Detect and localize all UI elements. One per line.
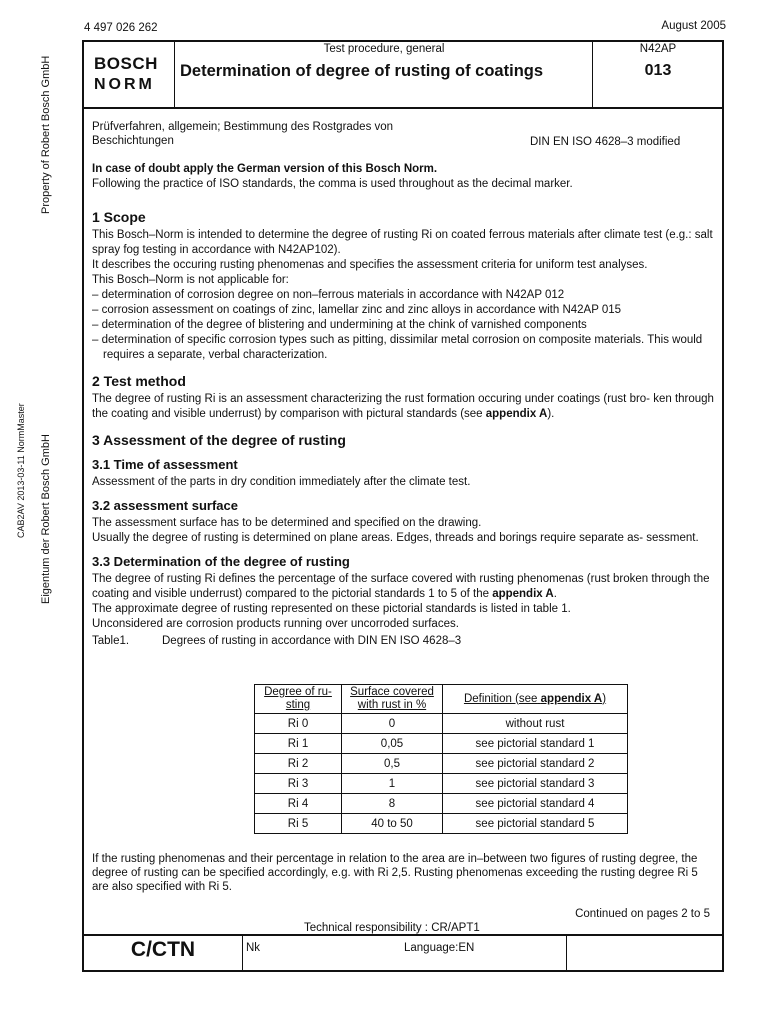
time-p1: Assessment of the parts in dry condition immediately after the climate test. [92,476,471,488]
header-category: Test procedure, general [323,43,445,55]
table-row: Ri 3 1 see pictorial standard 3 [255,774,628,794]
scope-item: – determination of the degree of blistering and undermining at the chink of varnished components [92,319,587,331]
norm-logo: NORM [94,76,155,93]
side-cab-text: CAB2AV 2013-03-11 NormMaster [16,403,26,538]
department-code: C/CTN [130,938,196,961]
document-frame [82,40,724,972]
scope-item: – determination of specific corrosion types such as pitting, dissimilar metal corrosion on composite materials. This would requires a separate, verbal characterization. [92,334,703,361]
nk-field: Nk [246,942,261,954]
intro-note: Following the practice of ISO standards, the comma is used throughout as the decimal marker. [92,178,573,190]
side-property-text: Property of Robert Bosch GmbH [40,55,52,214]
appendix-ref: appendix A [485,408,548,420]
closing-paragraph: If the rusting phenomenas and their percentage in relation to the area are in–between two figures of rusting degree, the degree of rusting can be specified accordingly, e.g. with Ri 2,5. Rusting phenomenas exceeding the rusting degree Ri 5 are also specified with Ri 5. [92,853,698,893]
table-row: Ri 0 0 without rust [255,714,628,734]
table-row: Ri 5 40 to 50 see pictorial standard 5 [255,814,628,834]
continued-note: Continued on pages 2 to 5 [575,908,710,920]
surface-p1: The assessment surface has to be determined and specified on the drawing. [92,517,482,529]
german-subtitle: Prüfverfahren, allgemein; Bestimmung des Rostgrades von Beschichtungen [92,121,394,147]
determination-p1: The degree of rusting Ri defines the percentage of the surface covered with rusting phenomenas (rust broken through the coating and visible underrust) compared to the pictorial standards 1 to 5 of the appendix A. [92,573,710,600]
assessment-heading: 3 Assessment of the degree of rusting [92,432,346,448]
table-row: Ri 4 8 see pictorial standard 4 [255,794,628,814]
scope-item: – determination of corrosion degree on non–ferrous materials in accordance with N42AP 012 [92,289,565,301]
test-method-p1: The degree of rusting Ri is an assessment characterizing the rust formation occuring under coatings (rust bro- ken through the coating and visible underrust) by comparison with pictural standards (see appendix A). [92,393,714,420]
test-method-heading: 2 Test method [92,373,186,389]
table-header: Surface covered with rust in % [342,685,443,714]
determination-p3: Unconsidered are corrosion products running over uncorroded surfaces. [92,618,459,630]
table-row: Ri 2 0,5 see pictorial standard 2 [255,754,628,774]
table-header: Degree of ru- sting [255,685,342,714]
norm-number: 013 [644,62,672,79]
technical-responsibility: Technical responsibility : CR/APT1 [304,922,480,934]
norm-code: N42AP [639,43,677,55]
table-header: Definition (see appendix A) [443,685,628,714]
header-row [84,42,722,109]
time-heading: 3.1 Time of assessment [92,457,238,472]
scope-p1: This Bosch–Norm is intended to determine the degree of rusting Ri on coated ferrous materials after climate test (e.g.: salt spray fog testing in accordance with N42AP102). [92,229,713,256]
rusting-table [254,684,628,834]
table-row: Ri 1 0,05 see pictorial standard 1 [255,734,628,754]
bosch-logo: BOSCH [94,54,158,73]
surface-p2: Usually the degree of rusting is determined on plane areas. Edges, threads and borings require separate as- sessment. [92,532,699,544]
determination-p2: The approximate degree of rusting represented on these pictorial standards is listed in table 1. [92,603,571,615]
surface-heading: 3.2 assessment surface [92,498,238,513]
document-number: 4 497 026 262 [84,22,158,34]
page-title: Determination of degree of rusting of coatings [180,62,544,80]
scope-item: – corrosion assessment on coatings of zinc, lamellar zinc and zinc alloys in accordance with N42AP 015 [92,304,622,316]
document-date: August 2005 [661,20,726,32]
footer-row [84,934,722,970]
scope-p2: It describes the occuring rusting phenomenas and specifies the assessment criteria for uniform test analyses. [92,259,648,271]
side-eigentum-text: Eigentum der Robert Bosch GmbH [40,434,52,604]
determination-heading: 3.3 Determination of the degree of rusting [92,554,350,569]
main-content [92,162,716,649]
language-field: Language:EN [404,942,475,954]
din-reference: DIN EN ISO 4628–3 modified [530,136,681,148]
scope-p3: This Bosch–Norm is not applicable for: [92,274,289,286]
appendix-ref: appendix A [492,588,554,600]
table-caption: Table1. Degrees of rusting in accordance with DIN EN ISO 4628–3 [92,635,462,647]
scope-heading: 1 Scope [92,209,146,225]
intro-bold: In case of doubt apply the German version of this Bosch Norm. [92,163,438,175]
